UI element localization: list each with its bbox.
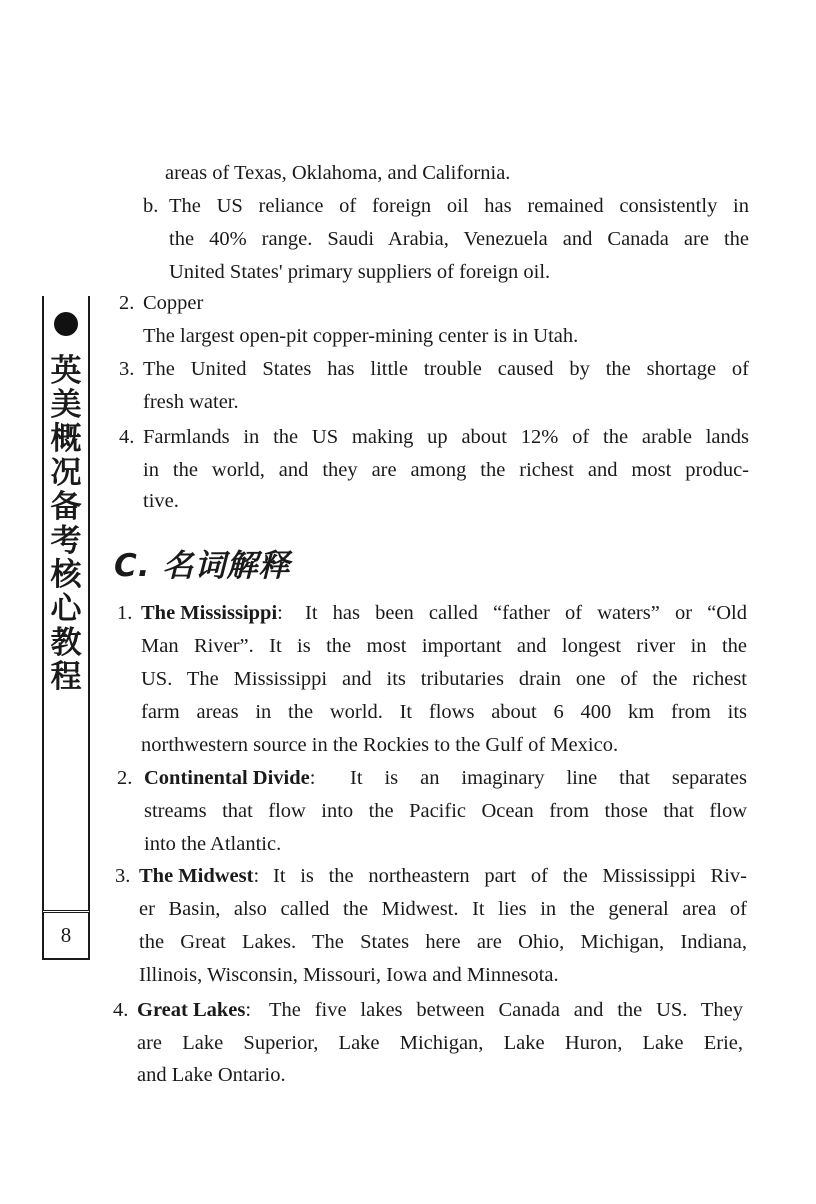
section-heading: C. 名词解释 [114,548,291,584]
text-line: It has been called “father of waters” or “Old [305,602,747,624]
text-line: into the Atlantic. [144,833,282,855]
list-marker: 4. [113,999,129,1021]
text-line: the 40% range. Saudi Arabia, Venezuela and Canada are the [169,228,749,250]
term-label: The Mississippi [141,602,278,624]
term-entry-great-lakes [137,997,251,1023]
text-line: The five lakes between Canada and the US. They [269,999,743,1021]
sidebar-frame [42,296,90,910]
text-line: fresh water. [143,391,239,413]
text-line: farm areas in the world. It flows about 6 400 km from its [141,701,747,723]
text-line: The US reliance of foreign oil has remained consistently in [169,195,749,217]
page-number: 8 [42,910,90,960]
term-separator: : [253,865,260,887]
title-char: 心 [50,591,82,627]
list-marker: b. [143,195,159,217]
text-line: Man River”. It is the most important and longest river in the [141,635,747,657]
term-label: The Midwest [139,865,254,887]
title-char: 美 [50,387,82,423]
title-char: 核 [50,557,82,593]
term-label: Continental Divide [144,767,310,789]
text-line: tive. [143,490,179,512]
title-char: 况 [50,455,82,491]
list-marker: 3. [119,358,135,380]
term-separator: : [245,999,252,1021]
text-line: in the world, and they are among the richest and most produc- [143,459,749,481]
term-separator: : [309,767,316,789]
text-line: streams that flow into the Pacific Ocean from those that flow [144,800,747,822]
text-line: It is an imaginary line that separates [350,767,747,789]
text-line: Copper [143,292,204,314]
term-entry-mississippi [141,600,283,626]
title-char: 程 [50,659,82,695]
text-line: The United States has little trouble caused by the shortage of [143,358,749,380]
text-line: Illinois, Wisconsin, Missouri, Iowa and Minnesota. [139,964,559,986]
text-line: The largest open-pit copper-mining center is in Utah. [143,325,579,347]
book-title-vertical [44,354,88,694]
title-char: 英 [50,353,82,389]
text-line: areas of Texas, Oklahoma, and California. [165,162,511,184]
list-marker: 1. [117,602,133,624]
text-line: are Lake Superior, Lake Michigan, Lake Huron, Lake Erie, [137,1032,743,1054]
term-entry-midwest [139,863,259,889]
text-line: the Great Lakes. The States here are Ohio, Michigan, Indiana, [139,931,747,953]
list-marker: 4. [119,426,135,448]
text-line: It is the northeastern part of the Mississippi Riv- [273,865,747,887]
text-line: and Lake Ontario. [137,1064,286,1086]
term-separator: : [277,602,283,624]
text-line: northwestern source in the Rockies to the Gulf of Mexico. [141,734,619,756]
term-label: Great Lakes [137,999,246,1021]
title-char: 教 [50,625,82,661]
title-char: 考 [50,523,82,559]
title-char: 概 [50,421,82,457]
text-line: US. The Mississippi and its tributaries drain one of the richest [141,668,747,690]
text-line: Farmlands in the US making up about 12% of the arable lands [143,426,749,448]
term-entry-continental-divide [144,765,315,791]
list-marker: 2. [117,767,133,789]
list-marker: 3. [115,865,131,887]
text-line: er Basin, also called the Midwest. It lies in the general area of [139,898,747,920]
list-marker: 2. [119,292,135,314]
text-line: United States' primary suppliers of foreign oil. [169,261,551,283]
bullet-icon [54,312,78,336]
title-char: 备 [50,489,82,525]
